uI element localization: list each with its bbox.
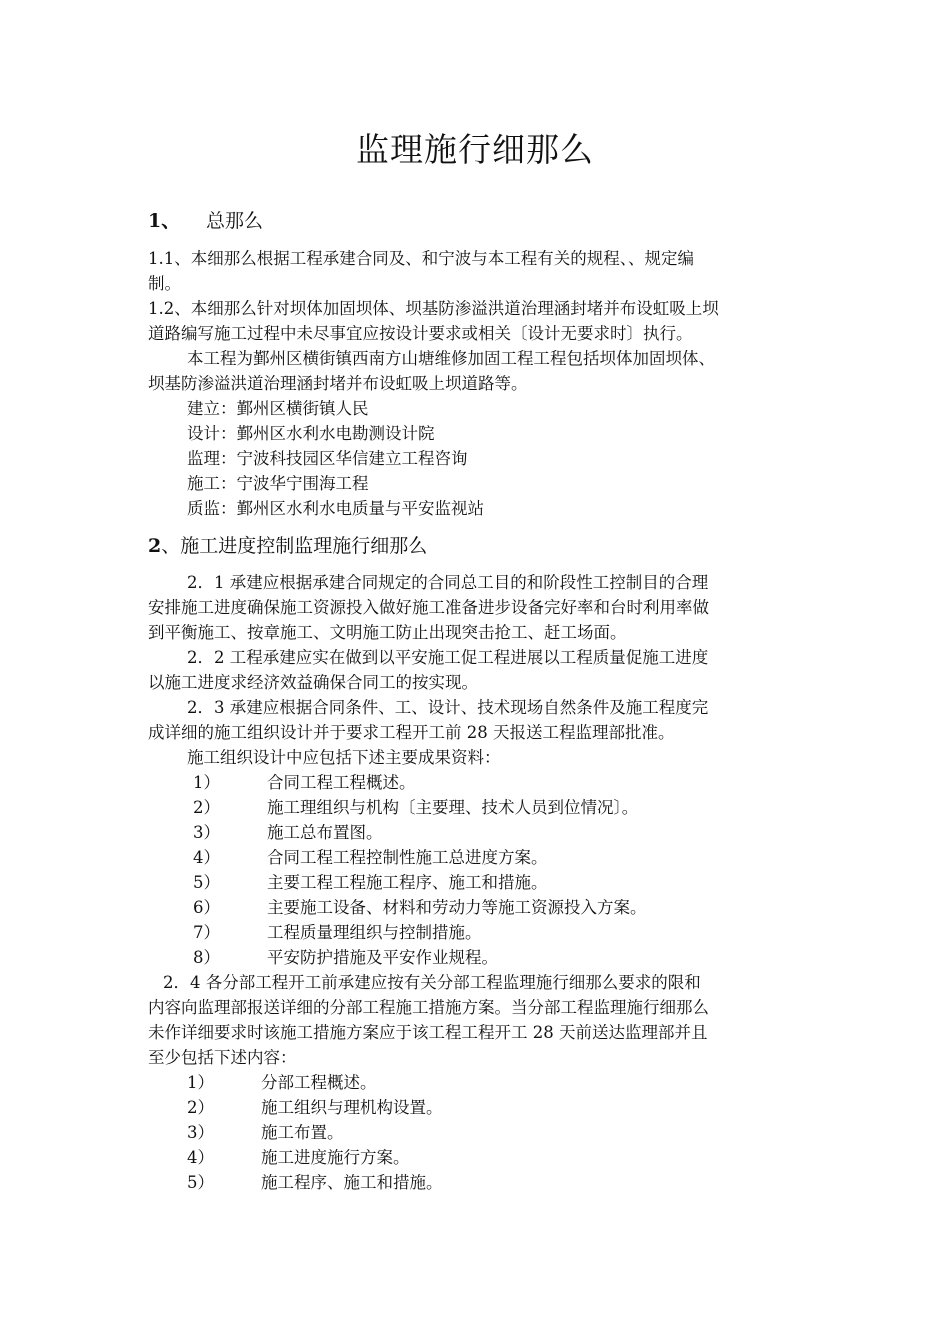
- paragraph-line: 2．3 承建应根据合同条件、工、设计、技术现场自然条件及施工程度完: [187, 698, 709, 717]
- paragraph-line: 成详细的施工组织设计并于要求工程开工前 28 天报送工程监理部批准。: [148, 723, 675, 742]
- list-item-number: 1）: [193, 773, 220, 792]
- paragraph-line: 坝基防渗溢洪道治理涵封堵并布设虹吸上坝道路等。: [148, 374, 528, 393]
- paragraph-line: 2．1 承建应根据承建合同规定的合同总工目的和阶段性工控制目的合理: [187, 573, 709, 592]
- paragraph-line: 道路编写施工过程中未尽事宜应按设计要求或相关〔设计无要求时〕执行。: [148, 324, 693, 343]
- list-item-number: 6）: [193, 898, 220, 917]
- list-item-text: 合同工程工程概述。: [267, 773, 416, 792]
- list-item-number: 7）: [193, 923, 220, 942]
- paragraph-line: 本工程为鄞州区横街镇西南方山塘维修加固工程工程包括坝体加固坝体、: [187, 349, 715, 368]
- paragraph-line: 以施工进度求经济效益确保合同工的按实现。: [148, 673, 478, 692]
- party-line: 施工：宁波华宁围海工程: [187, 474, 369, 493]
- party-line: 监理：宁波科技园区华信建立工程咨询: [187, 449, 468, 468]
- page-title: 监理施行细那么: [356, 130, 594, 169]
- section-number: 1、: [148, 210, 181, 232]
- list-item-text: 施工总布置图。: [267, 823, 383, 842]
- list-item-number: 8）: [193, 948, 220, 967]
- paragraph-line: 安排施工进度确保施工资源投入做好施工准备进步设备完好率和台时利用率做: [148, 598, 709, 617]
- list-item-number: 5）: [193, 873, 220, 892]
- paragraph-line: 内容向监理部报送详细的分部工程施工措施方案。当分部工程监理施行细那么: [148, 998, 709, 1017]
- paragraph-line: 制。: [148, 274, 181, 293]
- paragraph-line: 到平衡施工、按章施工、文明施工防止出现突击抢工、赶工场面。: [148, 623, 627, 642]
- section-number: 2: [148, 535, 162, 557]
- paragraph-line: 1.2、本细那么针对坝体加固坝体、坝基防渗溢洪道治理涵封堵并布设虹吸上坝: [148, 299, 719, 318]
- list-item-text: 主要施工设备、材料和劳动力等施工资源投入方案。: [267, 898, 647, 917]
- paragraph-line: 未作详细要求时该施工措施方案应于该工程工程开工 28 天前送达监理部并且: [148, 1023, 708, 1042]
- list-item-text: 平安防护措施及平安作业规程。: [267, 948, 498, 967]
- list-item-text: 主要工程工程施工程序、施工和措施。: [267, 873, 548, 892]
- paragraph-line: 施工组织设计中应包括下述主要成果资料：: [187, 748, 501, 767]
- section-2-heading: [148, 533, 427, 559]
- paragraph-line: 1.1、本细那么根据工程承建合同及、和宁波与本工程有关的规程、、规定编: [148, 249, 694, 268]
- list-item-text: 工程质量理组织与控制措施。: [267, 923, 482, 942]
- list-item-number: 2）: [193, 798, 220, 817]
- paragraph-line: 2．4 各分部工程开工前承建应按有关分部工程监理施行细那么要求的限和: [163, 973, 701, 992]
- list-item-number: 3）: [187, 1123, 214, 1142]
- list-item-text: 施工组织与理机构设置。: [261, 1098, 443, 1117]
- list-item-number: 2）: [187, 1098, 214, 1117]
- list-item-text: 施工布置。: [261, 1123, 344, 1142]
- party-line: 设计：鄞州区水利水电勘测设计院: [187, 424, 435, 443]
- list-item-text: 合同工程工程控制性施工总进度方案。: [267, 848, 548, 867]
- list-item-text: 施工进度施行方案。: [261, 1148, 410, 1167]
- section-1-heading: [148, 208, 263, 234]
- list-item-text: 施工理组织与机构〔主要理、技术人员到位情况〕。: [267, 798, 639, 817]
- list-item-number: 1）: [187, 1073, 214, 1092]
- paragraph-line: 至少包括下述内容：: [148, 1048, 297, 1067]
- party-line: 建立：鄞州区横街镇人民: [187, 399, 369, 418]
- section-title: 总那么: [206, 210, 264, 232]
- list-item-text: 施工程序、施工和措施。: [261, 1173, 443, 1192]
- section-title: 、施工进度控制监理施行细那么: [161, 535, 428, 557]
- paragraph-line: 2．2 工程承建应实在做到以平安施工促工程进展以工程质量促施工进度: [187, 648, 709, 667]
- party-line: 质监：鄞州区水利水电质量与平安监视站: [187, 499, 484, 518]
- list-item-number: 4）: [193, 848, 220, 867]
- list-item-number: 4）: [187, 1148, 214, 1167]
- list-item-text: 分部工程概述。: [261, 1073, 377, 1092]
- list-item-number: 5）: [187, 1173, 214, 1192]
- list-item-number: 3）: [193, 823, 220, 842]
